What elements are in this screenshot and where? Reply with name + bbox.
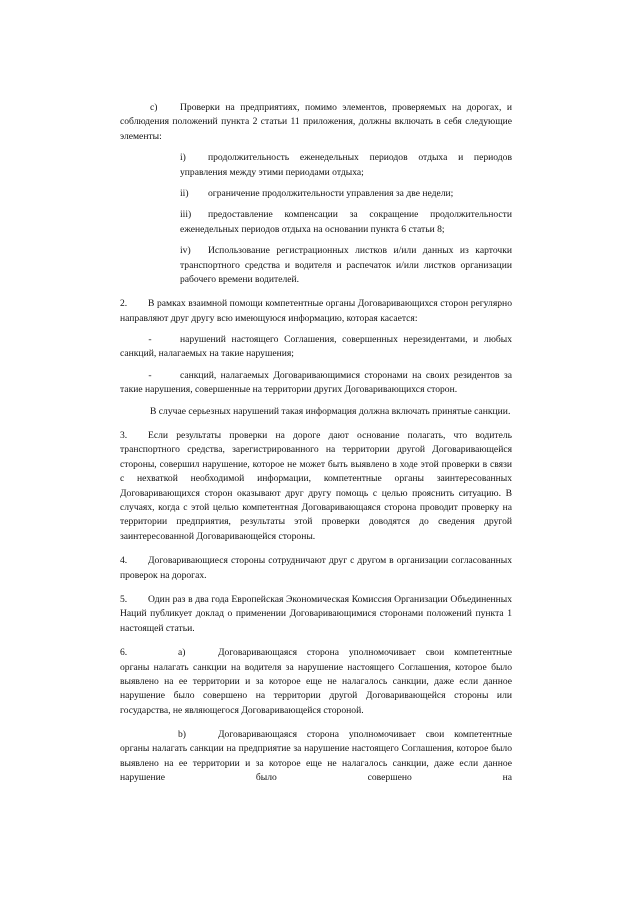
subitem-ii xyxy=(180,187,512,201)
dash-item-text: санкций, налагаемых Договаривающимися сторонами на своих резидентов за такие нарушения, совершенные на территории других Договаривающихся сторон. xyxy=(120,369,512,396)
subparagraph-label: a) xyxy=(178,647,186,659)
subitem-i xyxy=(180,151,512,180)
dash-item-1 xyxy=(120,333,512,362)
subitem-text: предоставление компенсации за сокращение продолжительности еженедельных периодов отдыха на основании пункта 6 статьи 8; xyxy=(180,209,512,235)
paragraph-number: 2. xyxy=(120,298,128,310)
dash-item-2 xyxy=(120,369,512,398)
subitem-label: iv) xyxy=(180,245,191,257)
dash-marker: - xyxy=(148,334,152,346)
paragraph-text: Договаривающаяся сторона уполномочивает свои компетентные органы налагать санкции на водителя за нарушение настоящего Соглашения, которое было выявлено на ее территории и за которое еще не налагалось санкции, даже если данное нарушение было совершено на территории другой Договаривающейся стороны или государства, не являющегося Договаривающейся стороной. xyxy=(120,647,512,716)
subitem-label: iii) xyxy=(180,209,192,221)
subitem-text: ограничение продолжительности управления за две недели; xyxy=(208,187,454,199)
paragraph-text: В рамках взаимной помощи компетентные органы Договаривающихся сторон регулярно направляют друг другу всю имеющуюся информацию, которая касается: xyxy=(120,298,512,324)
document-body xyxy=(120,101,512,786)
subparagraph-label: b) xyxy=(178,729,186,741)
paragraph-text: Договаривающиеся стороны сотрудничают друг с другом в организации согласованных проверок на дорогах. xyxy=(120,555,512,581)
paragraph-6a xyxy=(120,646,512,718)
paragraph-3 xyxy=(120,429,512,544)
paragraph-text: Если результаты проверки на дороге дают основание полагать, что водитель транспортного средства, зарегистрированного на территории другой Договаривающейся стороны, совершил нарушение, которое не может быть выявлено в ходе этой проверки в связи с нехваткой необходимой информации, компетентные органы заинтересованных Договаривающихся сторон оказывают друг другу помощь с целью прояснить ситуацию. В случаях, когда с этой целью компетентная Договаривающаяся сторона проводит проверку на территории предприятия, результаты этой проверки доводятся до сведения другой заинтересованной Договаривающейся стороны. xyxy=(120,430,512,542)
paragraph-number: 6. xyxy=(120,647,128,659)
subitem-iv xyxy=(180,244,512,287)
paragraph-number: 4. xyxy=(120,555,128,567)
paragraph-text: Договаривающаяся сторона уполномочивает свои компетентные органы налагать санкции на предприятие за нарушение настоящего Соглашения, которое было выявлено на ее территории и за которое еще не налагалось санкции, даже если данное нарушение было совершено на xyxy=(120,729,512,784)
subitem-text: продолжительность еженедельных периодов отдыха и периодов управления между этими периодами отдыха; xyxy=(180,152,512,178)
subitem-label: i) xyxy=(180,152,186,164)
paragraph-5 xyxy=(120,593,512,636)
dash-item-text: нарушений настоящего Соглашения, совершенных нерезидентами, и любых санкций, налагаемых на такие нарушения; xyxy=(120,334,512,360)
paragraph-number: 3. xyxy=(120,430,128,442)
paragraph-4 xyxy=(120,554,512,583)
dash-marker: - xyxy=(148,369,152,381)
paragraph-number: 5. xyxy=(120,593,128,605)
paragraph-2 xyxy=(120,297,512,326)
item-text-c: Проверки на предприятиях, помимо элементов, проверяемых на дорогах, и соблюдения положений пункта 2 статьи 11 приложения, должны включать в себя следующие элементы: xyxy=(120,102,512,142)
subitem-iii xyxy=(180,208,512,237)
item-label-c: c) xyxy=(150,102,158,113)
paragraph-text: Один раз в два года Европейская Экономическая Комиссия Организации Объединенных Наций публикует доклад о применении Договаривающимися сторонами положений пункта 1 настоящей статьи. xyxy=(120,593,512,634)
paragraph-c xyxy=(120,101,512,144)
subitem-text: Использование регистрационных листков и/или данных из карточки транспортного средства и водителя и распечаток и/или листков организации рабочего времени водителей. xyxy=(180,245,512,285)
subitem-label: ii) xyxy=(180,187,189,199)
paragraph-6b xyxy=(120,728,512,786)
paragraph-2-note: В случае серьезных нарушений такая информация должна включать принятые санкции. xyxy=(150,405,511,417)
